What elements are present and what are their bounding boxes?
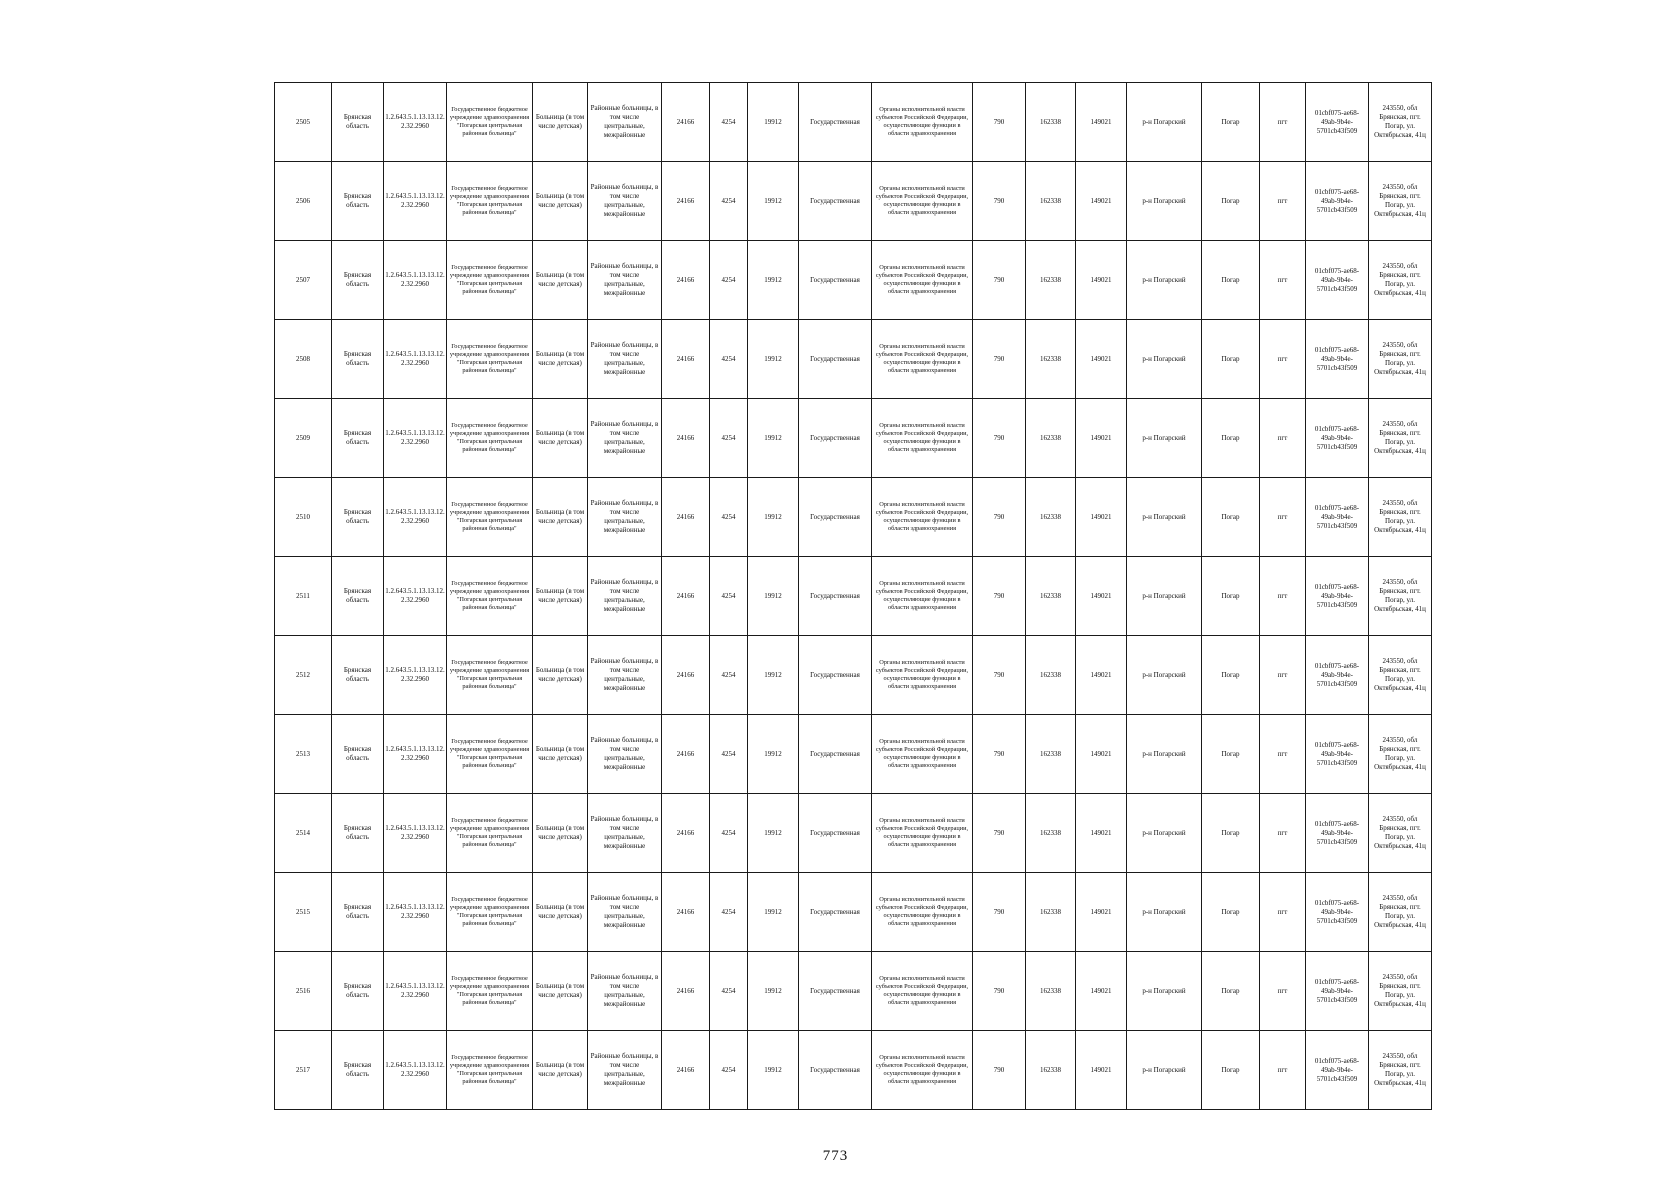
cell-fias-guid: 01cbf075-ae68-49ab-9b4e-5701cb43f509 xyxy=(1306,241,1369,320)
cell-settlement-type: пгт xyxy=(1260,557,1306,636)
cell-code-b: 162338 xyxy=(1026,952,1076,1031)
cell-code-b: 162338 xyxy=(1026,636,1076,715)
cell-region: Брянская область xyxy=(332,241,384,320)
cell-settlement: Погар xyxy=(1202,873,1260,952)
cell-facility-type: Больница (в том числе детская) xyxy=(533,241,588,320)
cell-governing-body: Органы исполнительной власти субъектов Российской Федерации, осуществляющие функции в области здравоохранения xyxy=(872,478,973,557)
cell-governing-body: Органы исполнительной власти субъектов Российской Федерации, осуществляющие функции в области здравоохранения xyxy=(872,241,973,320)
cell-address: 243550, обл Брянская, пгт. Погар, ул. Октябрьская, 41ц xyxy=(1369,241,1432,320)
cell-address: 243550, обл Брянская, пгт. Погар, ул. Октябрьская, 41ц xyxy=(1369,478,1432,557)
cell-ownership-form: Государственная xyxy=(799,794,872,873)
cell-organization-name: Государственное бюджетное учреждение здравоохранения "Погарская центральная районная больница" xyxy=(447,478,533,557)
cell-code-c: 149021 xyxy=(1076,952,1127,1031)
cell-count-a: 4254 xyxy=(710,873,748,952)
cell-total-count: 24166 xyxy=(662,636,710,715)
cell-total-count: 24166 xyxy=(662,952,710,1031)
cell-row-number: 2517 xyxy=(275,1031,332,1110)
cell-code-c: 149021 xyxy=(1076,399,1127,478)
cell-row-number: 2505 xyxy=(275,83,332,162)
cell-settlement-type: пгт xyxy=(1260,162,1306,241)
cell-fias-guid: 01cbf075-ae68-49ab-9b4e-5701cb43f509 xyxy=(1306,399,1369,478)
cell-address: 243550, обл Брянская, пгт. Погар, ул. Октябрьская, 41ц xyxy=(1369,794,1432,873)
cell-district: р-н Погарский xyxy=(1127,83,1202,162)
cell-row-number: 2507 xyxy=(275,241,332,320)
cell-address: 243550, обл Брянская, пгт. Погар, ул. Октябрьская, 41ц xyxy=(1369,636,1432,715)
cell-facility-subtype: Районные больницы, в том числе центральные, межрайонные xyxy=(588,873,662,952)
cell-facility-subtype: Районные больницы, в том числе центральные, межрайонные xyxy=(588,715,662,794)
cell-address: 243550, обл Брянская, пгт. Погар, ул. Октябрьская, 41ц xyxy=(1369,320,1432,399)
cell-organization-name: Государственное бюджетное учреждение здравоохранения "Погарская центральная районная больница" xyxy=(447,241,533,320)
cell-address: 243550, обл Брянская, пгт. Погар, ул. Октябрьская, 41ц xyxy=(1369,873,1432,952)
cell-total-count: 24166 xyxy=(662,873,710,952)
cell-code-a: 790 xyxy=(973,399,1026,478)
cell-facility-subtype: Районные больницы, в том числе центральные, межрайонные xyxy=(588,241,662,320)
cell-ownership-form: Государственная xyxy=(799,83,872,162)
cell-count-a: 4254 xyxy=(710,320,748,399)
cell-code-a: 790 xyxy=(973,557,1026,636)
cell-count-a: 4254 xyxy=(710,399,748,478)
cell-organization-name: Государственное бюджетное учреждение здравоохранения "Погарская центральная районная больница" xyxy=(447,715,533,794)
cell-count-b: 19912 xyxy=(748,794,799,873)
cell-district: р-н Погарский xyxy=(1127,952,1202,1031)
cell-fias-guid: 01cbf075-ae68-49ab-9b4e-5701cb43f509 xyxy=(1306,557,1369,636)
table-row xyxy=(275,1031,1432,1110)
cell-address: 243550, обл Брянская, пгт. Погар, ул. Октябрьская, 41ц xyxy=(1369,83,1432,162)
cell-code-b: 162338 xyxy=(1026,478,1076,557)
cell-region: Брянская область xyxy=(332,478,384,557)
cell-oid-code: 1.2.643.5.1.13.13.12.2.32.2960 xyxy=(384,399,447,478)
cell-code-a: 790 xyxy=(973,794,1026,873)
cell-district: р-н Погарский xyxy=(1127,162,1202,241)
cell-row-number: 2514 xyxy=(275,794,332,873)
cell-code-a: 790 xyxy=(973,162,1026,241)
cell-ownership-form: Государственная xyxy=(799,636,872,715)
cell-code-b: 162338 xyxy=(1026,320,1076,399)
cell-district: р-н Погарский xyxy=(1127,873,1202,952)
cell-fias-guid: 01cbf075-ae68-49ab-9b4e-5701cb43f509 xyxy=(1306,1031,1369,1110)
cell-organization-name: Государственное бюджетное учреждение здравоохранения "Погарская центральная районная больница" xyxy=(447,162,533,241)
cell-address: 243550, обл Брянская, пгт. Погар, ул. Октябрьская, 41ц xyxy=(1369,399,1432,478)
cell-address: 243550, обл Брянская, пгт. Погар, ул. Октябрьская, 41ц xyxy=(1369,715,1432,794)
cell-facility-type: Больница (в том числе детская) xyxy=(533,557,588,636)
cell-code-a: 790 xyxy=(973,873,1026,952)
cell-settlement-type: пгт xyxy=(1260,873,1306,952)
cell-facility-subtype: Районные больницы, в том числе центральные, межрайонные xyxy=(588,557,662,636)
cell-governing-body: Органы исполнительной власти субъектов Российской Федерации, осуществляющие функции в области здравоохранения xyxy=(872,873,973,952)
cell-facility-type: Больница (в том числе детская) xyxy=(533,162,588,241)
cell-oid-code: 1.2.643.5.1.13.13.12.2.32.2960 xyxy=(384,636,447,715)
table-row xyxy=(275,241,1432,320)
cell-oid-code: 1.2.643.5.1.13.13.12.2.32.2960 xyxy=(384,320,447,399)
cell-code-a: 790 xyxy=(973,241,1026,320)
cell-settlement-type: пгт xyxy=(1260,399,1306,478)
cell-facility-subtype: Районные больницы, в том числе центральные, межрайонные xyxy=(588,162,662,241)
cell-code-c: 149021 xyxy=(1076,162,1127,241)
cell-facility-subtype: Районные больницы, в том числе центральные, межрайонные xyxy=(588,952,662,1031)
cell-settlement: Погар xyxy=(1202,478,1260,557)
cell-organization-name: Государственное бюджетное учреждение здравоохранения "Погарская центральная районная больница" xyxy=(447,557,533,636)
cell-facility-type: Больница (в том числе детская) xyxy=(533,478,588,557)
cell-total-count: 24166 xyxy=(662,83,710,162)
cell-total-count: 24166 xyxy=(662,1031,710,1110)
cell-settlement: Погар xyxy=(1202,636,1260,715)
cell-code-c: 149021 xyxy=(1076,478,1127,557)
cell-organization-name: Государственное бюджетное учреждение здравоохранения "Погарская центральная районная больница" xyxy=(447,1031,533,1110)
cell-facility-type: Больница (в том числе детская) xyxy=(533,952,588,1031)
cell-code-c: 149021 xyxy=(1076,715,1127,794)
cell-oid-code: 1.2.643.5.1.13.13.12.2.32.2960 xyxy=(384,715,447,794)
cell-organization-name: Государственное бюджетное учреждение здравоохранения "Погарская центральная районная больница" xyxy=(447,320,533,399)
cell-facility-subtype: Районные больницы, в том числе центральные, межрайонные xyxy=(588,636,662,715)
cell-region: Брянская область xyxy=(332,636,384,715)
cell-address: 243550, обл Брянская, пгт. Погар, ул. Октябрьская, 41ц xyxy=(1369,162,1432,241)
cell-code-a: 790 xyxy=(973,952,1026,1031)
cell-code-c: 149021 xyxy=(1076,557,1127,636)
cell-ownership-form: Государственная xyxy=(799,1031,872,1110)
cell-district: р-н Погарский xyxy=(1127,399,1202,478)
cell-fias-guid: 01cbf075-ae68-49ab-9b4e-5701cb43f509 xyxy=(1306,873,1369,952)
cell-settlement: Погар xyxy=(1202,83,1260,162)
cell-code-b: 162338 xyxy=(1026,162,1076,241)
cell-code-a: 790 xyxy=(973,478,1026,557)
cell-governing-body: Органы исполнительной власти субъектов Российской Федерации, осуществляющие функции в области здравоохранения xyxy=(872,83,973,162)
cell-row-number: 2512 xyxy=(275,636,332,715)
cell-settlement: Погар xyxy=(1202,320,1260,399)
cell-code-a: 790 xyxy=(973,83,1026,162)
cell-code-b: 162338 xyxy=(1026,794,1076,873)
cell-organization-name: Государственное бюджетное учреждение здравоохранения "Погарская центральная районная больница" xyxy=(447,794,533,873)
cell-ownership-form: Государственная xyxy=(799,399,872,478)
cell-row-number: 2506 xyxy=(275,162,332,241)
cell-settlement: Погар xyxy=(1202,241,1260,320)
cell-fias-guid: 01cbf075-ae68-49ab-9b4e-5701cb43f509 xyxy=(1306,478,1369,557)
cell-fias-guid: 01cbf075-ae68-49ab-9b4e-5701cb43f509 xyxy=(1306,83,1369,162)
table-row xyxy=(275,478,1432,557)
cell-district: р-н Погарский xyxy=(1127,320,1202,399)
cell-region: Брянская область xyxy=(332,162,384,241)
cell-total-count: 24166 xyxy=(662,320,710,399)
table-row xyxy=(275,636,1432,715)
cell-organization-name: Государственное бюджетное учреждение здравоохранения "Погарская центральная районная больница" xyxy=(447,873,533,952)
cell-region: Брянская область xyxy=(332,320,384,399)
table-row xyxy=(275,715,1432,794)
cell-oid-code: 1.2.643.5.1.13.13.12.2.32.2960 xyxy=(384,794,447,873)
cell-address: 243550, обл Брянская, пгт. Погар, ул. Октябрьская, 41ц xyxy=(1369,1031,1432,1110)
cell-code-b: 162338 xyxy=(1026,715,1076,794)
cell-fias-guid: 01cbf075-ae68-49ab-9b4e-5701cb43f509 xyxy=(1306,320,1369,399)
table-row xyxy=(275,162,1432,241)
cell-settlement-type: пгт xyxy=(1260,952,1306,1031)
cell-governing-body: Органы исполнительной власти субъектов Российской Федерации, осуществляющие функции в области здравоохранения xyxy=(872,557,973,636)
cell-count-a: 4254 xyxy=(710,1031,748,1110)
cell-ownership-form: Государственная xyxy=(799,715,872,794)
cell-fias-guid: 01cbf075-ae68-49ab-9b4e-5701cb43f509 xyxy=(1306,162,1369,241)
cell-governing-body: Органы исполнительной власти субъектов Российской Федерации, осуществляющие функции в области здравоохранения xyxy=(872,1031,973,1110)
cell-fias-guid: 01cbf075-ae68-49ab-9b4e-5701cb43f509 xyxy=(1306,794,1369,873)
cell-count-a: 4254 xyxy=(710,83,748,162)
cell-ownership-form: Государственная xyxy=(799,478,872,557)
cell-facility-type: Больница (в том числе детская) xyxy=(533,636,588,715)
cell-facility-subtype: Районные больницы, в том числе центральные, межрайонные xyxy=(588,1031,662,1110)
cell-count-b: 19912 xyxy=(748,952,799,1031)
cell-code-c: 149021 xyxy=(1076,873,1127,952)
cell-count-b: 19912 xyxy=(748,320,799,399)
cell-code-c: 149021 xyxy=(1076,83,1127,162)
cell-oid-code: 1.2.643.5.1.13.13.12.2.32.2960 xyxy=(384,952,447,1031)
cell-code-c: 149021 xyxy=(1076,794,1127,873)
cell-count-b: 19912 xyxy=(748,399,799,478)
cell-facility-type: Больница (в том числе детская) xyxy=(533,715,588,794)
cell-oid-code: 1.2.643.5.1.13.13.12.2.32.2960 xyxy=(384,557,447,636)
table-row xyxy=(275,794,1432,873)
cell-district: р-н Погарский xyxy=(1127,794,1202,873)
cell-count-b: 19912 xyxy=(748,1031,799,1110)
cell-settlement-type: пгт xyxy=(1260,478,1306,557)
cell-count-b: 19912 xyxy=(748,478,799,557)
cell-count-b: 19912 xyxy=(748,557,799,636)
cell-row-number: 2515 xyxy=(275,873,332,952)
cell-organization-name: Государственное бюджетное учреждение здравоохранения "Погарская центральная районная больница" xyxy=(447,952,533,1031)
cell-count-a: 4254 xyxy=(710,636,748,715)
cell-facility-type: Больница (в том числе детская) xyxy=(533,794,588,873)
cell-row-number: 2510 xyxy=(275,478,332,557)
cell-count-a: 4254 xyxy=(710,715,748,794)
table-row xyxy=(275,952,1432,1031)
cell-code-c: 149021 xyxy=(1076,241,1127,320)
cell-settlement-type: пгт xyxy=(1260,636,1306,715)
cell-code-b: 162338 xyxy=(1026,873,1076,952)
table-row xyxy=(275,873,1432,952)
cell-region: Брянская область xyxy=(332,1031,384,1110)
cell-settlement-type: пгт xyxy=(1260,794,1306,873)
cell-oid-code: 1.2.643.5.1.13.13.12.2.32.2960 xyxy=(384,873,447,952)
cell-governing-body: Органы исполнительной власти субъектов Российской Федерации, осуществляющие функции в области здравоохранения xyxy=(872,320,973,399)
cell-settlement-type: пгт xyxy=(1260,83,1306,162)
cell-governing-body: Органы исполнительной власти субъектов Российской Федерации, осуществляющие функции в области здравоохранения xyxy=(872,715,973,794)
cell-oid-code: 1.2.643.5.1.13.13.12.2.32.2960 xyxy=(384,162,447,241)
cell-region: Брянская область xyxy=(332,794,384,873)
cell-governing-body: Органы исполнительной власти субъектов Российской Федерации, осуществляющие функции в области здравоохранения xyxy=(872,636,973,715)
cell-district: р-н Погарский xyxy=(1127,636,1202,715)
cell-count-b: 19912 xyxy=(748,715,799,794)
cell-total-count: 24166 xyxy=(662,162,710,241)
cell-settlement: Погар xyxy=(1202,715,1260,794)
cell-row-number: 2511 xyxy=(275,557,332,636)
cell-facility-type: Больница (в том числе детская) xyxy=(533,83,588,162)
cell-code-b: 162338 xyxy=(1026,83,1076,162)
cell-region: Брянская область xyxy=(332,83,384,162)
cell-code-c: 149021 xyxy=(1076,636,1127,715)
cell-total-count: 24166 xyxy=(662,478,710,557)
cell-code-b: 162338 xyxy=(1026,1031,1076,1110)
cell-count-a: 4254 xyxy=(710,241,748,320)
cell-code-b: 162338 xyxy=(1026,399,1076,478)
cell-region: Брянская область xyxy=(332,557,384,636)
cell-district: р-н Погарский xyxy=(1127,1031,1202,1110)
table-row xyxy=(275,399,1432,478)
cell-fias-guid: 01cbf075-ae68-49ab-9b4e-5701cb43f509 xyxy=(1306,715,1369,794)
cell-facility-type: Больница (в том числе детская) xyxy=(533,1031,588,1110)
cell-region: Брянская область xyxy=(332,399,384,478)
cell-facility-subtype: Районные больницы, в том числе центральные, межрайонные xyxy=(588,478,662,557)
cell-settlement: Погар xyxy=(1202,952,1260,1031)
cell-settlement: Погар xyxy=(1202,794,1260,873)
cell-facility-subtype: Районные больницы, в том числе центральные, межрайонные xyxy=(588,794,662,873)
table-row xyxy=(275,320,1432,399)
cell-row-number: 2508 xyxy=(275,320,332,399)
cell-region: Брянская область xyxy=(332,952,384,1031)
cell-count-a: 4254 xyxy=(710,162,748,241)
cell-count-b: 19912 xyxy=(748,241,799,320)
cell-oid-code: 1.2.643.5.1.13.13.12.2.32.2960 xyxy=(384,478,447,557)
table-row xyxy=(275,83,1432,162)
cell-governing-body: Органы исполнительной власти субъектов Российской Федерации, осуществляющие функции в области здравоохранения xyxy=(872,952,973,1031)
cell-region: Брянская область xyxy=(332,715,384,794)
cell-facility-subtype: Районные больницы, в том числе центральные, межрайонные xyxy=(588,320,662,399)
cell-settlement-type: пгт xyxy=(1260,241,1306,320)
cell-oid-code: 1.2.643.5.1.13.13.12.2.32.2960 xyxy=(384,1031,447,1110)
cell-count-b: 19912 xyxy=(748,162,799,241)
cell-count-b: 19912 xyxy=(748,636,799,715)
cell-settlement-type: пгт xyxy=(1260,1031,1306,1110)
cell-district: р-н Погарский xyxy=(1127,241,1202,320)
cell-settlement: Погар xyxy=(1202,1031,1260,1110)
cell-count-a: 4254 xyxy=(710,478,748,557)
page-number: 773 xyxy=(822,1148,849,1164)
cell-district: р-н Погарский xyxy=(1127,478,1202,557)
cell-facility-type: Больница (в том числе детская) xyxy=(533,399,588,478)
cell-address: 243550, обл Брянская, пгт. Погар, ул. Октябрьская, 41ц xyxy=(1369,952,1432,1031)
cell-district: р-н Погарский xyxy=(1127,715,1202,794)
cell-total-count: 24166 xyxy=(662,557,710,636)
cell-total-count: 24166 xyxy=(662,241,710,320)
cell-oid-code: 1.2.643.5.1.13.13.12.2.32.2960 xyxy=(384,83,447,162)
cell-row-number: 2516 xyxy=(275,952,332,1031)
cell-total-count: 24166 xyxy=(662,399,710,478)
cell-ownership-form: Государственная xyxy=(799,320,872,399)
cell-organization-name: Государственное бюджетное учреждение здравоохранения "Погарская центральная районная больница" xyxy=(447,83,533,162)
cell-ownership-form: Государственная xyxy=(799,873,872,952)
cell-count-b: 19912 xyxy=(748,873,799,952)
cell-district: р-н Погарский xyxy=(1127,557,1202,636)
cell-ownership-form: Государственная xyxy=(799,162,872,241)
table-row xyxy=(275,557,1432,636)
cell-ownership-form: Государственная xyxy=(799,952,872,1031)
registry-table xyxy=(274,82,1432,1110)
cell-row-number: 2513 xyxy=(275,715,332,794)
cell-count-b: 19912 xyxy=(748,83,799,162)
cell-governing-body: Органы исполнительной власти субъектов Российской Федерации, осуществляющие функции в области здравоохранения xyxy=(872,162,973,241)
cell-settlement: Погар xyxy=(1202,399,1260,478)
cell-code-a: 790 xyxy=(973,1031,1026,1110)
cell-count-a: 4254 xyxy=(710,952,748,1031)
cell-count-a: 4254 xyxy=(710,557,748,636)
cell-ownership-form: Государственная xyxy=(799,241,872,320)
cell-code-a: 790 xyxy=(973,320,1026,399)
cell-address: 243550, обл Брянская, пгт. Погар, ул. Октябрьская, 41ц xyxy=(1369,557,1432,636)
cell-total-count: 24166 xyxy=(662,715,710,794)
cell-governing-body: Органы исполнительной власти субъектов Российской Федерации, осуществляющие функции в области здравоохранения xyxy=(872,794,973,873)
cell-code-c: 149021 xyxy=(1076,320,1127,399)
cell-settlement-type: пгт xyxy=(1260,715,1306,794)
cell-organization-name: Государственное бюджетное учреждение здравоохранения "Погарская центральная районная больница" xyxy=(447,636,533,715)
cell-facility-subtype: Районные больницы, в том числе центральные, межрайонные xyxy=(588,83,662,162)
cell-governing-body: Органы исполнительной власти субъектов Российской Федерации, осуществляющие функции в области здравоохранения xyxy=(872,399,973,478)
cell-facility-type: Больница (в том числе детская) xyxy=(533,873,588,952)
cell-count-a: 4254 xyxy=(710,794,748,873)
cell-oid-code: 1.2.643.5.1.13.13.12.2.32.2960 xyxy=(384,241,447,320)
cell-ownership-form: Государственная xyxy=(799,557,872,636)
cell-row-number: 2509 xyxy=(275,399,332,478)
cell-code-c: 149021 xyxy=(1076,1031,1127,1110)
cell-settlement: Погар xyxy=(1202,162,1260,241)
cell-code-a: 790 xyxy=(973,715,1026,794)
cell-code-a: 790 xyxy=(973,636,1026,715)
cell-facility-type: Больница (в том числе детская) xyxy=(533,320,588,399)
cell-fias-guid: 01cbf075-ae68-49ab-9b4e-5701cb43f509 xyxy=(1306,952,1369,1031)
cell-settlement: Погар xyxy=(1202,557,1260,636)
cell-settlement-type: пгт xyxy=(1260,320,1306,399)
cell-code-b: 162338 xyxy=(1026,557,1076,636)
cell-region: Брянская область xyxy=(332,873,384,952)
cell-facility-subtype: Районные больницы, в том числе центральные, межрайонные xyxy=(588,399,662,478)
cell-organization-name: Государственное бюджетное учреждение здравоохранения "Погарская центральная районная больница" xyxy=(447,399,533,478)
cell-total-count: 24166 xyxy=(662,794,710,873)
cell-code-b: 162338 xyxy=(1026,241,1076,320)
cell-fias-guid: 01cbf075-ae68-49ab-9b4e-5701cb43f509 xyxy=(1306,636,1369,715)
